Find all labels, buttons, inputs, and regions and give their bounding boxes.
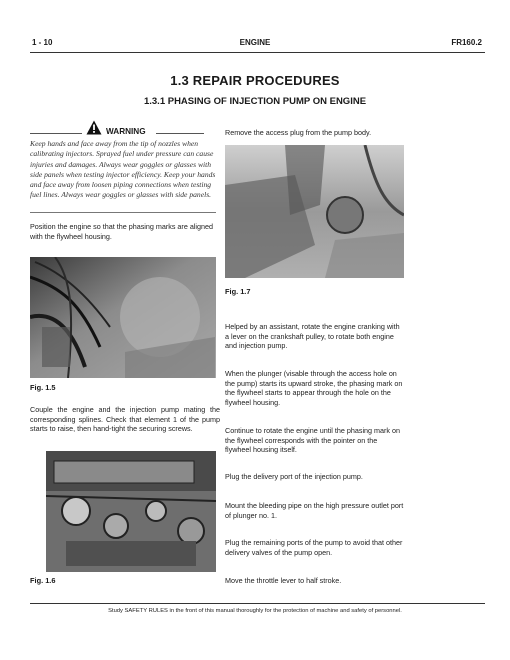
step-plug-delivery-port: Plug the delivery port of the injection pump. bbox=[225, 472, 363, 481]
section-title: 1.3 REPAIR PROCEDURES bbox=[170, 73, 340, 88]
step-position-engine: Position the engine so that the phasing marks are aligned with the flywheel housing. bbox=[30, 222, 214, 241]
step-plunger-stroke: When the plunger (visable through the access hole on the pump) starts its upward stroke, the phasing mark on the flywheel starts to appear through the hole on the flywheel housing. bbox=[225, 369, 403, 407]
step-remove-plug: Remove the access plug from the pump body. bbox=[225, 128, 372, 137]
warning-bottom-rule bbox=[30, 212, 216, 213]
footer-safety-note: Study SAFETY RULES in the front of this manual thoroughly for the protection of machine and safety of personnel. bbox=[108, 608, 402, 614]
step-mount-bleeding-pipe: Mount the bleeding pipe on the high pressure outlet port of plunger no. 1. bbox=[225, 501, 404, 520]
warning-text: Keep hands and face away from the tip of nozzles when calibrating injectors. Sprayed fuel under pressure can cause injuries and damages. Always wear goggles or glasses with side panels when testing injector efficiency. Keep your hands and face away from loosen piping connections when testing fuel lines. Always wear goggles or glasses with side panels. bbox=[30, 139, 216, 200]
warning-rule-right bbox=[156, 133, 204, 134]
subsection-title: 1.3.1 PHASING OF INJECTION PUMP ON ENGINE bbox=[143, 96, 367, 107]
step-plug-remaining-ports: Plug the remaining ports of the pump to avoid that other delivery valves of the pump open. bbox=[225, 538, 403, 557]
step-continue-rotate: Continue to rotate the engine until the phasing mark on the flywheel corresponds with the pointer on the flywheel housing itself. bbox=[225, 426, 401, 455]
warning-label: WARNING bbox=[106, 127, 146, 136]
photo-fig-1-6 bbox=[46, 451, 216, 572]
section-name: ENGINE bbox=[239, 38, 271, 47]
footer-rule bbox=[30, 603, 485, 604]
step-throttle-lever: Move the throttle lever to half stroke. bbox=[225, 576, 342, 585]
warning-rule-left bbox=[30, 133, 82, 134]
page-number: 1 - 10 bbox=[32, 38, 53, 47]
fig-1-6-caption: Fig. 1.6 bbox=[30, 576, 56, 585]
photo-fig-1-7 bbox=[225, 145, 404, 278]
step-rotate-engine: Helped by an assistant, rotate the engine cranking with a lever on the crankshaft pulley, to rotate both engine and injection pump. bbox=[225, 322, 400, 351]
model-code: FR160.2 bbox=[451, 38, 482, 47]
header-rule bbox=[30, 52, 485, 53]
photo-fig-1-5 bbox=[30, 257, 216, 378]
fig-1-7-caption: Fig. 1.7 bbox=[225, 287, 251, 296]
warning-icon bbox=[86, 120, 102, 135]
fig-1-5-caption: Fig. 1.5 bbox=[30, 383, 56, 392]
step-couple-engine: Couple the engine and the injection pump mating the corresponding splines. Check that element 1 of the pump starts to raise, then hand-tight the securing screws. bbox=[30, 405, 220, 434]
